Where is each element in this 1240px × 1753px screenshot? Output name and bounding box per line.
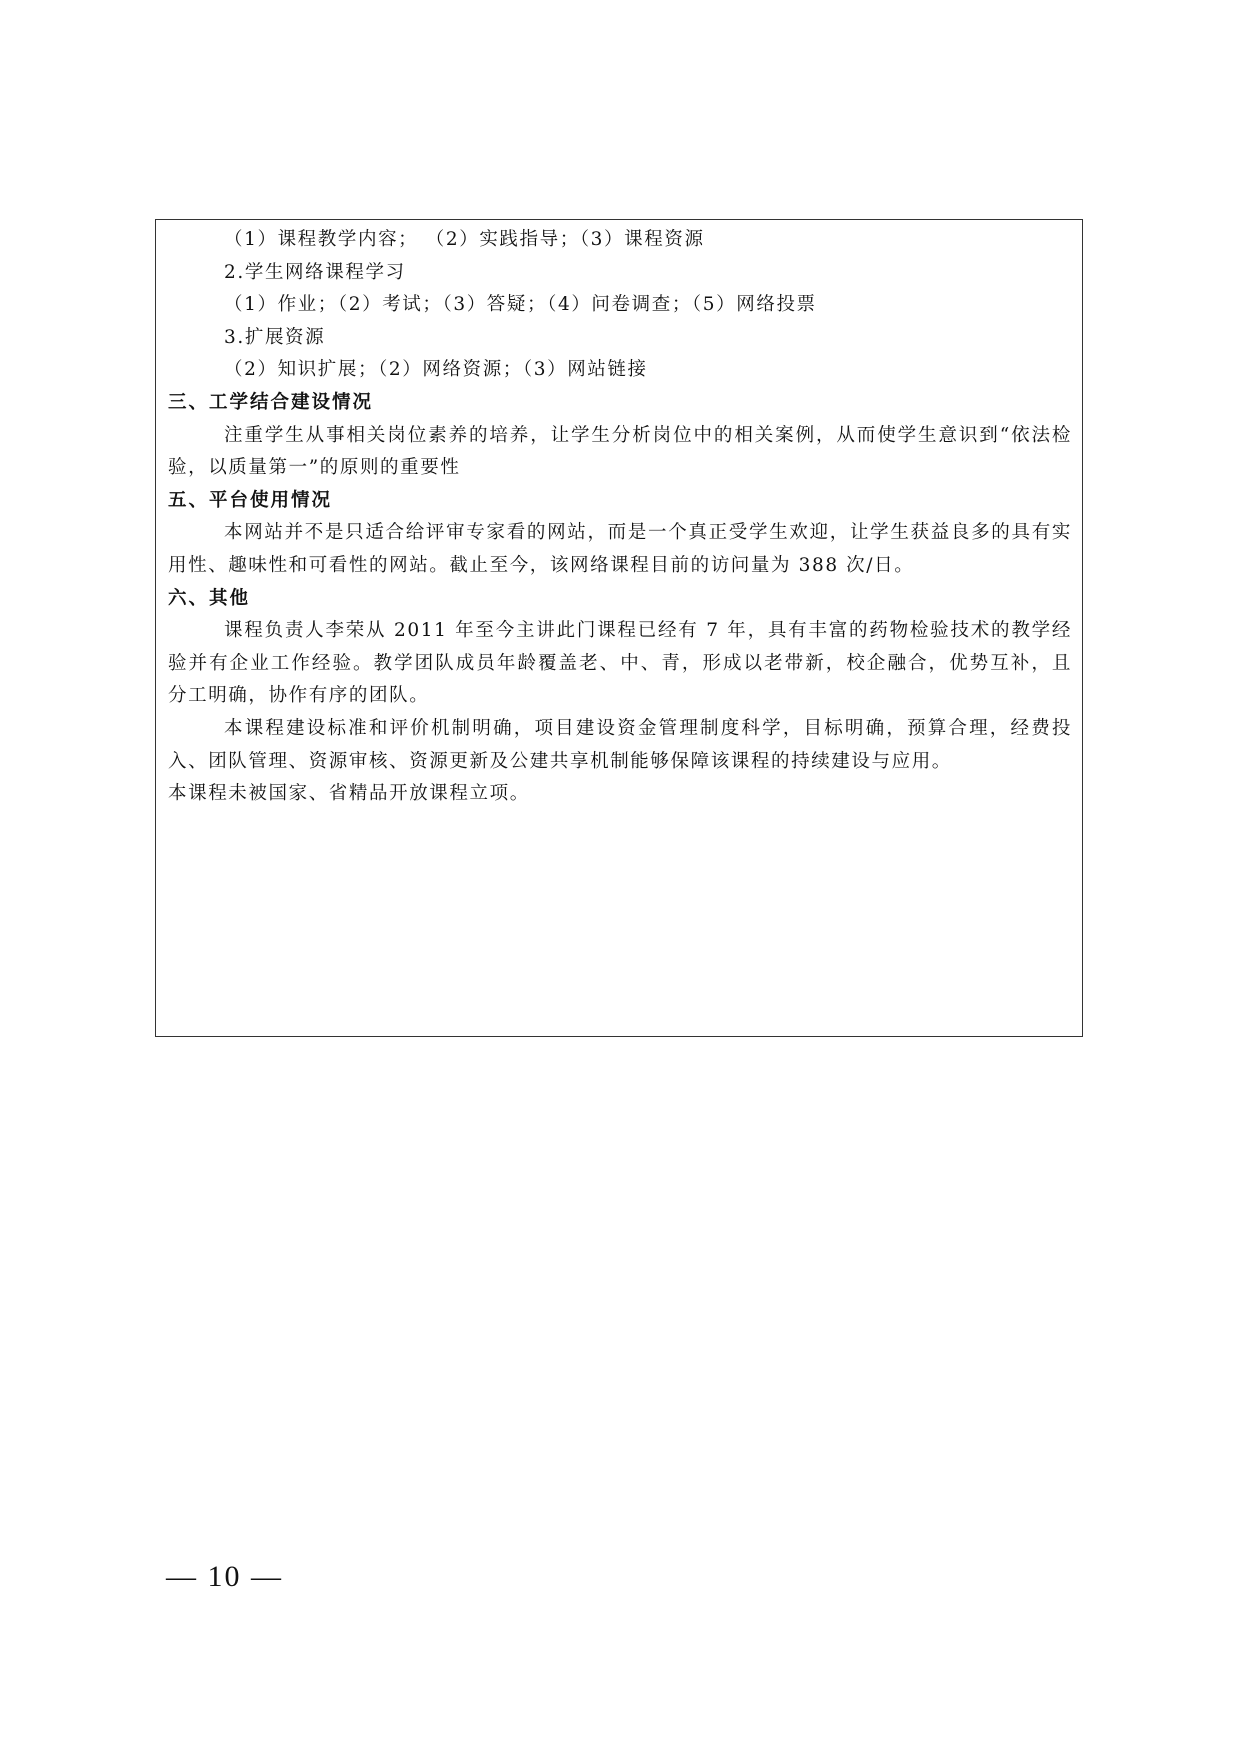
content-frame bbox=[155, 219, 1083, 1037]
document-content bbox=[168, 224, 1072, 811]
section-heading-platform-usage: 五、平台使用情况 bbox=[168, 489, 333, 511]
page-number: — 10 — bbox=[166, 1560, 283, 1593]
section-body-mechanism: 本课程建设标准和评价机制明确，项目建设资金管理制度科学，目标明确，预算合理，经费投入、团队管理、资源审核、资源更新及公建共享机制能够保障该课程的持续建设与应用。 bbox=[168, 717, 1072, 772]
list-heading-student-learning: 2.学生网络课程学习 bbox=[224, 261, 406, 283]
section-body-work-study: 注重学生从事相关岗位素养的培养，让学生分析岗位中的相关案例，从而使学生意识到“依法检验，以质量第一”的原则的重要性 bbox=[168, 424, 1072, 479]
section-body-not-approved: 本课程未被国家、省精品开放课程立项。 bbox=[168, 783, 530, 805]
list-line-student-activities: （1）作业；（2）考试；（3）答疑；（4）问卷调查；（5）网络投票 bbox=[224, 294, 817, 316]
section-heading-other: 六、其他 bbox=[168, 587, 251, 609]
section-heading-work-study: 三、工学结合建设情况 bbox=[168, 391, 374, 413]
section-body-team: 课程负责人李荣从 2011 年至今主讲此门课程已经有 7 年，具有丰富的药物检验技术的教学经验并有企业工作经验。教学团队成员年龄覆盖老、中、青，形成以老带新，校企融合，优势互补，且分工明确，协作有序的团队。 bbox=[168, 620, 1072, 707]
list-heading-extended-resources: 3.扩展资源 bbox=[224, 326, 326, 348]
list-line-course-content: （1）课程教学内容； （2）实践指导；（3）课程资源 bbox=[224, 229, 705, 250]
section-body-platform-usage: 本网站并不是只适合给评审专家看的网站，而是一个真正受学生欢迎，让学生获益良多的具有实用性、趣味性和可看性的网站。截止至今，该网络课程目前的访问量为 388 次/日。 bbox=[168, 522, 1072, 576]
list-line-extended-resources: （2）知识扩展；（2）网络资源；（3）网站链接 bbox=[224, 359, 648, 381]
